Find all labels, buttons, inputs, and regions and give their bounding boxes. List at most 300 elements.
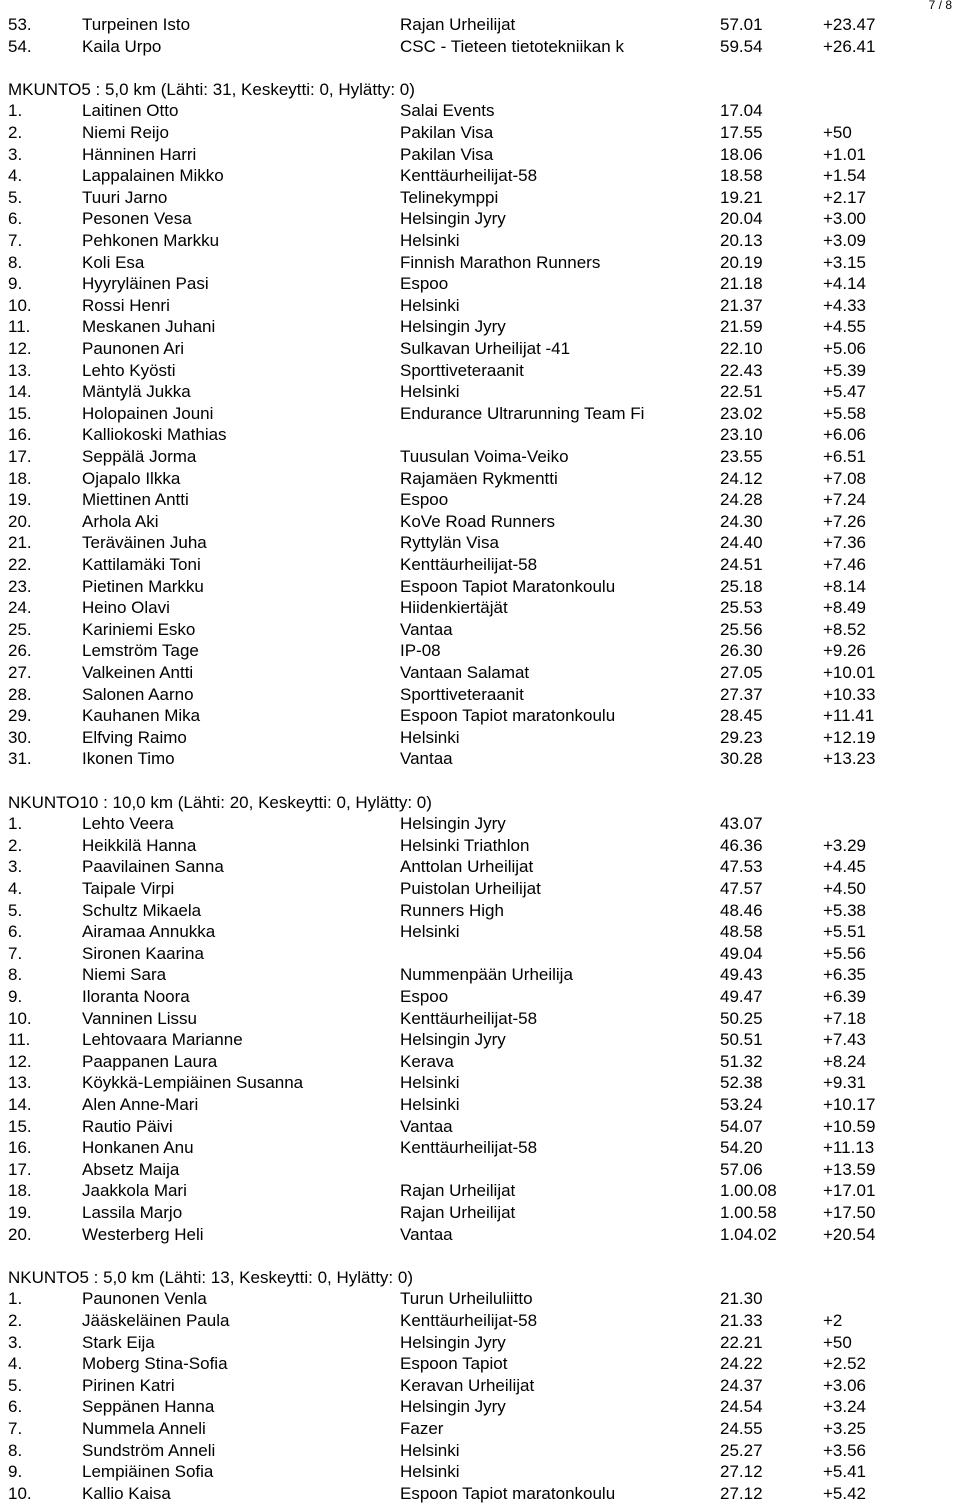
placing: 2. <box>8 1311 23 1330</box>
time-gap: +2 <box>823 1311 843 1330</box>
placing: 5. <box>8 187 23 207</box>
time-gap: +6.35 <box>823 965 867 985</box>
time-gap: +3.09 <box>823 231 867 250</box>
athlete-name: Sironen Kaarina <box>82 943 204 963</box>
athlete-name: Lehtovaara Marianne <box>82 1030 243 1050</box>
time-gap: +7.46 <box>823 555 867 574</box>
time-gap: +3.15 <box>823 252 867 272</box>
result-row <box>0 1159 960 1181</box>
time-gap: +11.13 <box>823 1138 875 1158</box>
result-row <box>0 1440 960 1462</box>
time-gap: +17.50 <box>823 1203 876 1222</box>
result-row <box>0 381 960 403</box>
time-gap: +8.52 <box>823 619 867 639</box>
athlete-name: Teräväinen Juha <box>82 533 207 553</box>
athlete-name: Hänninen Harri <box>82 144 197 164</box>
club-name: Helsinki <box>400 1440 460 1460</box>
result-row <box>0 1180 960 1202</box>
club-name: Puistolan Urheilijat <box>400 879 541 898</box>
athlete-name: Honkanen Anu <box>82 1138 194 1158</box>
club-name: Runners High <box>400 900 504 920</box>
time-gap: +6.06 <box>823 425 867 445</box>
time-gap: +5.47 <box>823 382 867 402</box>
club-name: Vantaan Salamat <box>400 663 530 682</box>
result-row <box>0 900 960 922</box>
athlete-name: Absetz Maija <box>82 1159 180 1179</box>
time-gap: +7.36 <box>823 533 867 553</box>
athlete-name: Kattilamäki Toni <box>82 555 201 574</box>
placing: 12. <box>8 1051 32 1071</box>
finish-time: 27.05 <box>720 663 763 682</box>
club-name: IP-08 <box>400 641 441 661</box>
athlete-name: Valkeinen Antti <box>82 663 194 682</box>
athlete-name: Holopainen Jouni <box>82 403 214 423</box>
club-name: Hiidenkiertäjät <box>400 598 508 618</box>
club-name: Anttolan Urheilijat <box>400 857 534 877</box>
athlete-name: Hyyryläinen Pasi <box>82 274 209 294</box>
club-name: Espoon Tapiot <box>400 1354 508 1374</box>
finish-time: 51.32 <box>720 1051 763 1071</box>
result-row <box>0 1224 960 1246</box>
placing: 20. <box>8 1224 32 1244</box>
result-row <box>0 662 960 684</box>
placing: 23. <box>8 576 32 596</box>
result-row <box>0 878 960 900</box>
finish-time: 47.57 <box>720 879 763 898</box>
finish-time: 53.24 <box>720 1095 763 1114</box>
finish-time: 48.58 <box>720 922 763 942</box>
placing: 13. <box>8 1073 32 1093</box>
time-gap: +7.26 <box>823 511 867 531</box>
athlete-name: Mäntylä Jukka <box>82 382 191 402</box>
placing: 18. <box>8 1181 32 1201</box>
finish-time: 24.40 <box>720 533 763 553</box>
finish-time: 24.28 <box>720 490 763 510</box>
placing: 20. <box>8 511 32 531</box>
club-name: Sulkavan Urheilijat -41 <box>400 339 571 358</box>
section-heading: MKUNTO5 : 5,0 km (Lähti: 31, Keskeytti: 0, Hylätty: 0) <box>8 79 415 99</box>
time-gap: +8.14 <box>823 576 867 596</box>
finish-time: 20.04 <box>720 209 763 229</box>
result-row <box>0 338 960 360</box>
athlete-name: Kauhanen Mika <box>82 706 201 726</box>
athlete-name: Jaakkola Mari <box>82 1181 187 1201</box>
athlete-name: Nummela Anneli <box>82 1419 206 1438</box>
time-gap: +12.19 <box>823 727 876 747</box>
time-gap: +10.59 <box>823 1116 876 1136</box>
placing: 27. <box>8 663 32 682</box>
finish-time: 26.30 <box>720 641 763 661</box>
athlete-name: Ikonen Timo <box>82 749 175 769</box>
placing: 24. <box>8 598 32 618</box>
result-row <box>0 597 960 619</box>
finish-time: 25.53 <box>720 598 763 618</box>
athlete-name: Paavilainen Sanna <box>82 857 224 877</box>
athlete-name: Tuuri Jarno <box>82 187 168 207</box>
club-name: Rajan Urheilijat <box>400 1181 516 1201</box>
club-name: Vantaa <box>400 749 453 769</box>
finish-time: 21.18 <box>720 274 763 294</box>
club-name: Helsinki Triathlon <box>400 835 530 855</box>
placing: 14. <box>8 1095 32 1114</box>
club-name: Sporttiveteraanit <box>400 684 524 704</box>
athlete-name: Rautio Päivi <box>82 1116 173 1136</box>
time-gap: +26.41 <box>823 36 876 56</box>
club-name: Rajan Urheilijat <box>400 15 516 34</box>
result-row <box>0 273 960 295</box>
placing: 29. <box>8 706 32 726</box>
finish-time: 43.07 <box>720 814 763 834</box>
page-number: 7 / 8 <box>928 0 952 12</box>
finish-time: 24.30 <box>720 511 763 531</box>
finish-time: 27.12 <box>720 1462 763 1482</box>
result-row <box>0 576 960 598</box>
placing: 11. <box>8 317 31 337</box>
time-gap: +8.24 <box>823 1051 867 1071</box>
time-gap: +3.24 <box>823 1397 867 1417</box>
result-row <box>0 1029 960 1051</box>
result-row <box>0 122 960 144</box>
athlete-name: Kallio Kaisa <box>82 1483 171 1503</box>
result-row <box>0 1288 960 1310</box>
placing: 4. <box>8 879 23 898</box>
result-row <box>0 100 960 122</box>
finish-time: 52.38 <box>720 1073 763 1093</box>
club-name: Pakilan Visa <box>400 144 494 164</box>
finish-time: 27.12 <box>720 1483 763 1503</box>
time-gap: +5.38 <box>823 900 867 920</box>
finish-time: 49.04 <box>720 943 763 963</box>
athlete-name: Rossi Henri <box>82 295 170 315</box>
placing: 16. <box>8 425 32 445</box>
placing: 5. <box>8 900 23 920</box>
club-name: Vantaa <box>400 1116 453 1136</box>
finish-time: 46.36 <box>720 835 763 855</box>
time-gap: +11.41 <box>823 706 875 726</box>
result-row <box>0 1008 960 1030</box>
club-name: Nummenpään Urheilija <box>400 965 573 985</box>
placing: 54. <box>8 36 32 56</box>
time-gap: +3.06 <box>823 1375 867 1395</box>
athlete-name: Jääskeläinen Paula <box>82 1311 230 1330</box>
time-gap: +10.17 <box>823 1095 876 1114</box>
club-name: Helsingin Jyry <box>400 1397 506 1417</box>
club-name: Espoo <box>400 274 449 294</box>
result-row <box>0 316 960 338</box>
result-row <box>0 165 960 187</box>
time-gap: +23.47 <box>823 15 876 34</box>
athlete-name: Paunonen Venla <box>82 1289 207 1309</box>
time-gap: +13.59 <box>823 1159 876 1179</box>
placing: 1. <box>8 814 23 834</box>
time-gap: +17.01 <box>823 1181 876 1201</box>
result-row <box>0 748 960 770</box>
result-row <box>0 489 960 511</box>
club-name: Salai Events <box>400 101 495 121</box>
result-row <box>0 424 960 446</box>
time-gap: +6.39 <box>823 987 867 1006</box>
time-gap: +7.08 <box>823 468 867 488</box>
athlete-name: Pesonen Vesa <box>82 209 192 229</box>
athlete-name: Kariniemi Esko <box>82 619 196 639</box>
result-row <box>0 14 960 36</box>
result-row <box>0 295 960 317</box>
finish-time: 19.21 <box>720 187 763 207</box>
finish-time: 17.55 <box>720 123 763 142</box>
athlete-name: Lassila Marjo <box>82 1203 183 1222</box>
time-gap: +9.26 <box>823 641 867 661</box>
club-name: Tuusulan Voima-Veiko <box>400 447 569 466</box>
finish-time: 21.30 <box>720 1289 763 1309</box>
time-gap: +5.58 <box>823 403 867 423</box>
athlete-name: Moberg Stina-Sofia <box>82 1354 228 1374</box>
placing: 8. <box>8 252 23 272</box>
finish-time: 48.46 <box>720 900 763 920</box>
athlete-name: Ojapalo Ilkka <box>82 468 181 488</box>
athlete-name: Paunonen Ari <box>82 339 185 358</box>
finish-time: 21.33 <box>720 1311 763 1330</box>
athlete-name: Kalliokoski Mathias <box>82 425 227 445</box>
time-gap: +1.01 <box>823 144 867 164</box>
placing: 4. <box>8 166 23 186</box>
placing: 10. <box>8 1483 32 1503</box>
result-row <box>0 1137 960 1159</box>
athlete-name: Schultz Mikaela <box>82 900 202 920</box>
placing: 25. <box>8 619 32 639</box>
athlete-name: Laitinen Otto <box>82 101 179 121</box>
club-name: Helsingin Jyry <box>400 1332 506 1352</box>
finish-time: 24.37 <box>720 1375 763 1395</box>
result-row <box>0 1094 960 1116</box>
finish-time: 25.27 <box>720 1440 763 1460</box>
club-name: Kenttäurheilijat-58 <box>400 1311 538 1330</box>
club-name: Helsinki <box>400 922 460 942</box>
club-name: Ryttylän Visa <box>400 533 499 553</box>
finish-time: 22.10 <box>720 339 763 358</box>
placing: 53. <box>8 15 32 34</box>
club-name: Endurance Ultrarunning Team Fi <box>400 403 645 423</box>
finish-time: 59.54 <box>720 36 763 56</box>
athlete-name: Stark Eija <box>82 1332 155 1352</box>
result-row <box>0 1353 960 1375</box>
placing: 10. <box>8 1008 32 1028</box>
finish-time: 47.53 <box>720 857 763 877</box>
placing: 7. <box>8 943 23 963</box>
club-name: Helsinki <box>400 727 460 747</box>
placing: 4. <box>8 1354 23 1374</box>
time-gap: +4.14 <box>823 274 867 294</box>
time-gap: +4.50 <box>823 879 867 898</box>
placing: 31. <box>8 749 32 769</box>
finish-time: 22.21 <box>720 1332 763 1352</box>
finish-time: 18.06 <box>720 144 763 164</box>
athlete-name: Heino Olavi <box>82 598 170 618</box>
club-name: Helsingin Jyry <box>400 1030 506 1050</box>
finish-time: 21.59 <box>720 317 763 337</box>
athlete-name: Meskanen Juhani <box>82 317 216 337</box>
placing: 14. <box>8 382 32 402</box>
time-gap: +50 <box>823 123 852 142</box>
placing: 3. <box>8 1332 23 1352</box>
result-row <box>0 1375 960 1397</box>
placing: 3. <box>8 144 23 164</box>
club-name: CSC - Tieteen tietotekniikan k <box>400 36 624 56</box>
athlete-name: Vanninen Lissu <box>82 1008 197 1028</box>
result-row <box>0 640 960 662</box>
club-name: Kenttäurheilijat-58 <box>400 555 538 574</box>
placing: 6. <box>8 209 23 229</box>
result-row <box>0 856 960 878</box>
result-row <box>0 360 960 382</box>
finish-time: 49.47 <box>720 987 763 1006</box>
athlete-name: Miettinen Antti <box>82 490 189 510</box>
time-gap: +10.33 <box>823 684 876 704</box>
placing: 17. <box>8 447 32 466</box>
club-name: Keravan Urheilijat <box>400 1375 535 1395</box>
placing: 19. <box>8 1203 32 1222</box>
finish-time: 22.51 <box>720 382 763 402</box>
club-name: Pakilan Visa <box>400 123 494 142</box>
finish-time: 20.19 <box>720 252 763 272</box>
result-row <box>0 1051 960 1073</box>
finish-time: 21.37 <box>720 295 763 315</box>
result-row <box>0 554 960 576</box>
finish-time: 24.12 <box>720 468 763 488</box>
result-row <box>0 403 960 425</box>
result-row <box>0 36 960 58</box>
time-gap: +7.43 <box>823 1030 867 1050</box>
athlete-name: Pehkonen Markku <box>82 231 220 250</box>
club-name: Sporttiveteraanit <box>400 360 524 380</box>
club-name: Kenttäurheilijat-58 <box>400 1008 538 1028</box>
athlete-name: Seppälä Jorma <box>82 447 197 466</box>
club-name: Vantaa <box>400 619 453 639</box>
athlete-name: Paappanen Laura <box>82 1051 218 1071</box>
time-gap: +3.25 <box>823 1419 867 1438</box>
time-gap: +13.23 <box>823 749 876 769</box>
section-heading: NKUNTO5 : 5,0 km (Lähti: 13, Keskeytti: 0, Hylätty: 0) <box>8 1267 413 1287</box>
club-name: Helsingin Jyry <box>400 209 506 229</box>
time-gap: +5.41 <box>823 1462 867 1482</box>
finish-time: 1.04.02 <box>720 1224 777 1244</box>
placing: 2. <box>8 123 23 142</box>
placing: 16. <box>8 1138 32 1158</box>
placing: 17. <box>8 1159 32 1179</box>
time-gap: +6.51 <box>823 447 867 466</box>
finish-time: 1.00.58 <box>720 1203 777 1222</box>
finish-time: 18.58 <box>720 166 763 186</box>
time-gap: +4.55 <box>823 317 867 337</box>
athlete-name: Elfving Raimo <box>82 727 187 747</box>
club-name: Helsingin Jyry <box>400 814 506 834</box>
club-name: Helsinki <box>400 1095 460 1114</box>
club-name: Turun Urheiluliitto <box>400 1289 533 1309</box>
placing: 8. <box>8 965 23 985</box>
placing: 26. <box>8 641 32 661</box>
result-row <box>0 1418 960 1440</box>
time-gap: +4.33 <box>823 295 867 315</box>
result-row <box>0 230 960 252</box>
time-gap: +4.45 <box>823 857 867 877</box>
result-row <box>0 511 960 533</box>
time-gap: +3.56 <box>823 1440 867 1460</box>
athlete-name: Lempiäinen Sofia <box>82 1462 214 1482</box>
club-name: Kenttäurheilijat-58 <box>400 1138 538 1158</box>
placing: 5. <box>8 1375 23 1395</box>
club-name: Helsinki <box>400 1073 460 1093</box>
athlete-name: Sundström Anneli <box>82 1440 216 1460</box>
finish-time: 54.07 <box>720 1116 763 1136</box>
result-row <box>0 943 960 965</box>
club-name: Espoo <box>400 490 449 510</box>
placing: 15. <box>8 403 32 423</box>
club-name: Espoon Tapiot Maratonkoulu <box>400 576 616 596</box>
finish-time: 24.55 <box>720 1419 763 1438</box>
placing: 22. <box>8 555 32 574</box>
placing: 6. <box>8 1397 23 1417</box>
club-name: Telinekymppi <box>400 187 499 207</box>
athlete-name: Lappalainen Mikko <box>82 166 224 186</box>
placing: 9. <box>8 274 23 294</box>
result-row <box>0 619 960 641</box>
result-row <box>0 532 960 554</box>
placing: 9. <box>8 987 23 1006</box>
time-gap: +5.42 <box>823 1483 867 1503</box>
club-name: Espoo <box>400 987 449 1006</box>
time-gap: +1.54 <box>823 166 867 186</box>
time-gap: +3.00 <box>823 209 867 229</box>
time-gap: +7.24 <box>823 490 867 510</box>
athlete-name: Niemi Reijo <box>82 123 169 142</box>
athlete-name: Airamaa Annukka <box>82 922 216 942</box>
result-row <box>0 1310 960 1332</box>
finish-time: 29.23 <box>720 727 763 747</box>
result-row <box>0 813 960 835</box>
result-row <box>0 468 960 490</box>
time-gap: +7.18 <box>823 1008 867 1028</box>
result-row <box>0 705 960 727</box>
placing: 9. <box>8 1462 23 1482</box>
club-name: Helsingin Jyry <box>400 317 506 337</box>
placing: 3. <box>8 857 23 877</box>
club-name: Helsinki <box>400 1462 460 1482</box>
time-gap: +8.49 <box>823 598 867 618</box>
athlete-name: Turpeinen Isto <box>82 15 191 34</box>
result-row <box>0 1396 960 1418</box>
finish-time: 20.13 <box>720 231 763 250</box>
club-name: KoVe Road Runners <box>400 511 555 531</box>
finish-time: 24.54 <box>720 1397 763 1417</box>
athlete-name: Heikkilä Hanna <box>82 835 197 855</box>
club-name: Helsinki <box>400 231 460 250</box>
result-row <box>0 986 960 1008</box>
finish-time: 57.06 <box>720 1159 763 1179</box>
athlete-name: Salonen Aarno <box>82 684 194 704</box>
athlete-name: Köykkä-Lempiäinen Susanna <box>82 1073 304 1093</box>
finish-time: 24.51 <box>720 555 763 574</box>
finish-time: 25.56 <box>720 619 763 639</box>
finish-time: 23.10 <box>720 425 763 445</box>
result-row <box>0 1461 960 1483</box>
club-name: Helsinki <box>400 382 460 402</box>
club-name: Espoon Tapiot maratonkoulu <box>400 1483 616 1503</box>
placing: 1. <box>8 101 23 121</box>
athlete-name: Lehto Kyösti <box>82 360 176 380</box>
club-name: Finnish Marathon Runners <box>400 252 601 272</box>
club-name: Vantaa <box>400 1224 453 1244</box>
finish-time: 54.20 <box>720 1138 763 1158</box>
placing: 21. <box>8 533 32 553</box>
